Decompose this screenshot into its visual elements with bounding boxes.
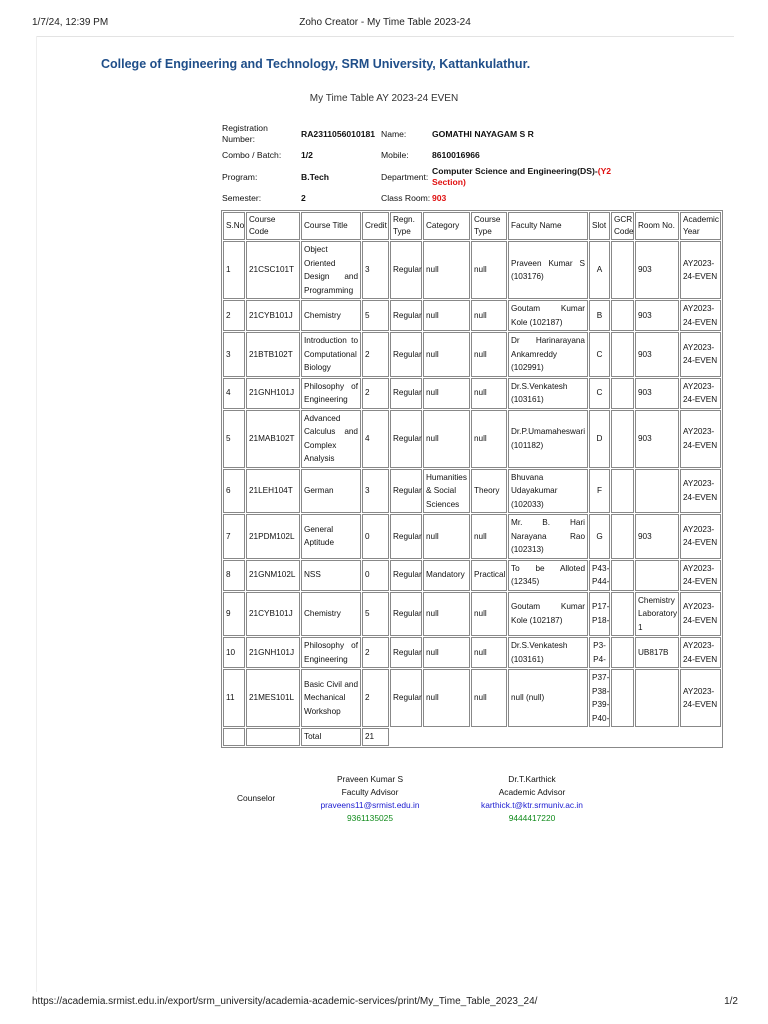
cell-room-no: Chemistry Laboratory 1 [635, 592, 679, 637]
cell-course-code: 21GNH101J [246, 637, 300, 668]
cell-credit: 2 [362, 669, 389, 727]
cell-gcr-code [611, 332, 634, 377]
academic-advisor-block [462, 773, 602, 825]
cell-category: null [423, 378, 470, 409]
table-row [223, 669, 721, 727]
cell-faculty-name: Bhuvana Udayakumar (102033) [508, 469, 588, 514]
timetable [221, 210, 723, 748]
combo-value: 1/2 [301, 150, 313, 160]
col-header: Academic Year [680, 212, 721, 240]
cell-academic-year: AY2023-24-EVEN [680, 241, 721, 299]
cell-course-type: null [471, 300, 507, 331]
cell-category: null [423, 592, 470, 637]
program-value: B.Tech [301, 171, 330, 182]
academic-advisor-name: Dr.T.Karthick [508, 774, 556, 784]
faculty-advisor-email[interactable]: praveens11@srmist.edu.in [320, 800, 420, 810]
cell-course-title: General Aptitude [301, 514, 361, 559]
cell-regn-type: Regular [390, 410, 422, 468]
cell-regn-type: Regular [390, 241, 422, 299]
cell-faculty-name: Praveen Kumar S (103176) [508, 241, 588, 299]
cell-course-title: Basic Civil and Mechanical Workshop [301, 669, 361, 727]
top-divider [36, 36, 734, 37]
col-header: GCR Code [611, 212, 634, 240]
cell-credit: 3 [362, 469, 389, 514]
cell-room-no: 903 [635, 410, 679, 468]
name-value: GOMATHI NAYAGAM S R [432, 128, 534, 139]
cell-regn-type: Regular [390, 469, 422, 514]
cell-academic-year: AY2023-24-EVEN [680, 669, 721, 727]
cell-category: null [423, 332, 470, 377]
cell-faculty-name: Dr.S.Venkatesh (103161) [508, 637, 588, 668]
table-row [223, 378, 721, 409]
cell-credit: 0 [362, 514, 389, 559]
cell-room-no [635, 560, 679, 591]
cell-credit: 5 [362, 592, 389, 637]
student-info [222, 120, 612, 206]
cell-sno: 4 [223, 378, 245, 409]
faculty-advisor-block [298, 773, 442, 825]
table-row [223, 592, 721, 637]
print-datetime: 1/7/24, 12:39 PM [32, 17, 109, 28]
cell-slot: P3-P4- [589, 637, 610, 668]
cell-course-title: Philosophy of Engineering [301, 637, 361, 668]
col-header: Room No. [635, 212, 679, 240]
cell-course-type: null [471, 637, 507, 668]
cell-room-no: 903 [635, 378, 679, 409]
cell-faculty-name: Mr. B. Hari Narayana Rao (102313) [508, 514, 588, 559]
col-header: Category [423, 212, 470, 240]
cell-academic-year: AY2023-24-EVEN [680, 514, 721, 559]
cell-gcr-code [611, 514, 634, 559]
cell-slot: F [589, 469, 610, 514]
cell-slot: C [589, 378, 610, 409]
col-header: Slot [589, 212, 610, 240]
table-row [223, 241, 721, 299]
semester-value: 2 [301, 193, 306, 203]
cell-sno: 1 [223, 241, 245, 299]
cell-academic-year: AY2023-24-EVEN [680, 410, 721, 468]
cell-academic-year: AY2023-24-EVEN [680, 378, 721, 409]
total-empty-cell [246, 728, 300, 746]
col-header: S.No [223, 212, 245, 240]
table-header-row [223, 212, 721, 240]
page-number: 1/2 [724, 996, 738, 1007]
cell-room-no [635, 469, 679, 514]
cell-slot: G [589, 514, 610, 559]
cell-academic-year: AY2023-24-EVEN [680, 332, 721, 377]
cell-regn-type: Regular [390, 592, 422, 637]
cell-credit: 4 [362, 410, 389, 468]
name-label: Name: [381, 128, 407, 139]
col-header: Course Code [246, 212, 300, 240]
cell-room-no: 903 [635, 241, 679, 299]
cell-slot: P43-P44- [589, 560, 610, 591]
cell-faculty-name: Goutam Kumar Kole (102187) [508, 300, 588, 331]
cell-course-title: German [301, 469, 361, 514]
table-row [223, 469, 721, 514]
cell-credit: 2 [362, 378, 389, 409]
cell-course-code: 21MES101L [246, 669, 300, 727]
print-page-title: Zoho Creator - My Time Table 2023-24 [299, 17, 471, 28]
cell-credit: 2 [362, 637, 389, 668]
reg-number-value: RA2311056010181 [301, 128, 376, 139]
college-title: College of Engineering and Technology, SRM University, Kattankulathur. [101, 57, 531, 71]
cell-course-type: null [471, 241, 507, 299]
cell-category: null [423, 241, 470, 299]
total-row [223, 728, 721, 746]
col-header: Credit [362, 212, 389, 240]
cell-faculty-name: Dr Harinarayana Ankamreddy (102991) [508, 332, 588, 377]
cell-course-code: 21CYB101J [246, 300, 300, 331]
timetable-body [223, 241, 721, 727]
cell-gcr-code [611, 410, 634, 468]
academic-advisor-phone: 9444417220 [508, 813, 556, 823]
cell-course-code: 21GNM102L [246, 560, 300, 591]
semester-label: Semester: [222, 193, 262, 203]
print-url: https://academia.srmist.edu.in/export/srm_university/academia-academic-services/print/My_Time_Table_2023_24/ [32, 996, 538, 1007]
cell-slot: B [589, 300, 610, 331]
cell-sno: 10 [223, 637, 245, 668]
cell-gcr-code [611, 669, 634, 727]
table-row [223, 514, 721, 559]
cell-regn-type: Regular [390, 378, 422, 409]
cell-credit: 5 [362, 300, 389, 331]
col-header: Faculty Name [508, 212, 588, 240]
cell-credit: 0 [362, 560, 389, 591]
cell-sno: 11 [223, 669, 245, 727]
table-row [223, 332, 721, 377]
cell-gcr-code [611, 378, 634, 409]
cell-sno: 3 [223, 332, 245, 377]
col-header: Course Title [301, 212, 361, 240]
faculty-advisor-name: Praveen Kumar S [336, 774, 404, 784]
mobile-label: Mobile: [381, 150, 409, 160]
cell-category: null [423, 410, 470, 468]
classroom-value: 903 [432, 193, 447, 203]
cell-regn-type: Regular [390, 637, 422, 668]
table-row [223, 300, 721, 331]
total-credits: 21 [362, 728, 389, 746]
cell-slot: D [589, 410, 610, 468]
cell-course-code: 21MAB102T [246, 410, 300, 468]
cell-course-type: null [471, 410, 507, 468]
cell-category: Humanities & Social Sciences [423, 469, 470, 514]
cell-faculty-name: Dr.S.Venkatesh (103161) [508, 378, 588, 409]
cell-credit: 3 [362, 241, 389, 299]
cell-course-code: 21GNH101J [246, 378, 300, 409]
cell-sno: 6 [223, 469, 245, 514]
cell-course-title: Philosophy of Engineering [301, 378, 361, 409]
cell-academic-year: AY2023-24-EVEN [680, 592, 721, 637]
cell-academic-year: AY2023-24-EVEN [680, 300, 721, 331]
cell-slot: P37-P38-P39-P40- [589, 669, 610, 727]
cell-academic-year: AY2023-24-EVEN [680, 469, 721, 514]
cell-faculty-name: Dr.P.Umamaheswari (101182) [508, 410, 588, 468]
table-row [223, 637, 721, 668]
cell-course-code: 21PDM102L [246, 514, 300, 559]
cell-regn-type: Regular [390, 300, 422, 331]
cell-room-no: 903 [635, 514, 679, 559]
table-row [223, 560, 721, 591]
cell-room-no: 903 [635, 300, 679, 331]
cell-sno: 8 [223, 560, 245, 591]
cell-course-title: Chemistry [301, 592, 361, 637]
cell-category: null [423, 300, 470, 331]
cell-regn-type: Regular [390, 332, 422, 377]
cell-gcr-code [611, 637, 634, 668]
cell-slot: C [589, 332, 610, 377]
cell-course-type: null [471, 514, 507, 559]
faculty-advisor-role: Faculty Advisor [341, 787, 399, 797]
cell-academic-year: AY2023-24-EVEN [680, 560, 721, 591]
cell-course-type: null [471, 332, 507, 377]
cell-course-title: Object Oriented Design and Programming [301, 241, 361, 299]
cell-category: Mandatory [423, 560, 470, 591]
cell-course-type: Practical [471, 560, 507, 591]
cell-course-title: Advanced Calculus and Complex Analysis [301, 410, 361, 468]
department-label: Department: [381, 171, 429, 182]
cell-course-type: null [471, 592, 507, 637]
cell-slot: P17-P18- [589, 592, 610, 637]
classroom-label: Class Room: [381, 193, 431, 203]
cell-category: null [423, 669, 470, 727]
total-empty-cell [223, 728, 245, 746]
cell-faculty-name: null (null) [508, 669, 588, 727]
cell-regn-type: Regular [390, 669, 422, 727]
cell-gcr-code [611, 241, 634, 299]
cell-faculty-name: Goutam Kumar Kole (102187) [508, 592, 588, 637]
cell-gcr-code [611, 560, 634, 591]
cell-course-type: null [471, 378, 507, 409]
cell-academic-year: AY2023-24-EVEN [680, 637, 721, 668]
cell-course-type: null [471, 669, 507, 727]
mobile-value: 8610016966 [432, 150, 480, 160]
cell-course-title: Chemistry [301, 300, 361, 331]
department-section: (Y2 Section) [432, 166, 612, 187]
reg-number-label: Registration Number: [222, 123, 268, 144]
cell-gcr-code [611, 469, 634, 514]
cell-regn-type: Regular [390, 514, 422, 559]
cell-course-title: Introduction to Computational Biology [301, 332, 361, 377]
combo-label: Combo / Batch: [222, 150, 282, 160]
counselor-label: Counselor [237, 793, 276, 803]
cell-sno: 2 [223, 300, 245, 331]
cell-room-no: UB817B [635, 637, 679, 668]
col-header: Regn. Type [390, 212, 422, 240]
cell-course-title: NSS [301, 560, 361, 591]
cell-sno: 9 [223, 592, 245, 637]
academic-advisor-email[interactable]: karthick.t@ktr.srmuniv.ac.in [481, 800, 583, 810]
left-margin-line [36, 36, 37, 992]
cell-course-code: 21CSC101T [246, 241, 300, 299]
cell-room-no [635, 669, 679, 727]
cell-credit: 2 [362, 332, 389, 377]
table-row [223, 410, 721, 468]
cell-category: null [423, 514, 470, 559]
col-header: Course Type [471, 212, 507, 240]
print-header [32, 17, 738, 31]
cell-slot: A [589, 241, 610, 299]
timetable-title: My Time Table AY 2023-24 EVEN [309, 93, 459, 104]
total-label: Total [301, 728, 361, 746]
cell-room-no: 903 [635, 332, 679, 377]
faculty-advisor-phone: 9361135025 [347, 813, 393, 823]
department-value [432, 163, 612, 191]
cell-course-code: 21LEH104T [246, 469, 300, 514]
cell-sno: 7 [223, 514, 245, 559]
department-name: Computer Science and Engineering(DS)- [432, 166, 598, 176]
program-label: Program: [222, 171, 258, 182]
academic-advisor-role: Academic Advisor [498, 787, 566, 797]
cell-regn-type: Regular [390, 560, 422, 591]
cell-faculty-name: To be Alloted (12345) [508, 560, 588, 591]
cell-gcr-code [611, 592, 634, 637]
cell-course-type: Theory [471, 469, 507, 514]
cell-gcr-code [611, 300, 634, 331]
cell-course-code: 21BTB102T [246, 332, 300, 377]
cell-sno: 5 [223, 410, 245, 468]
print-footer [32, 996, 738, 1010]
cell-category: null [423, 637, 470, 668]
cell-course-code: 21CYB101J [246, 592, 300, 637]
